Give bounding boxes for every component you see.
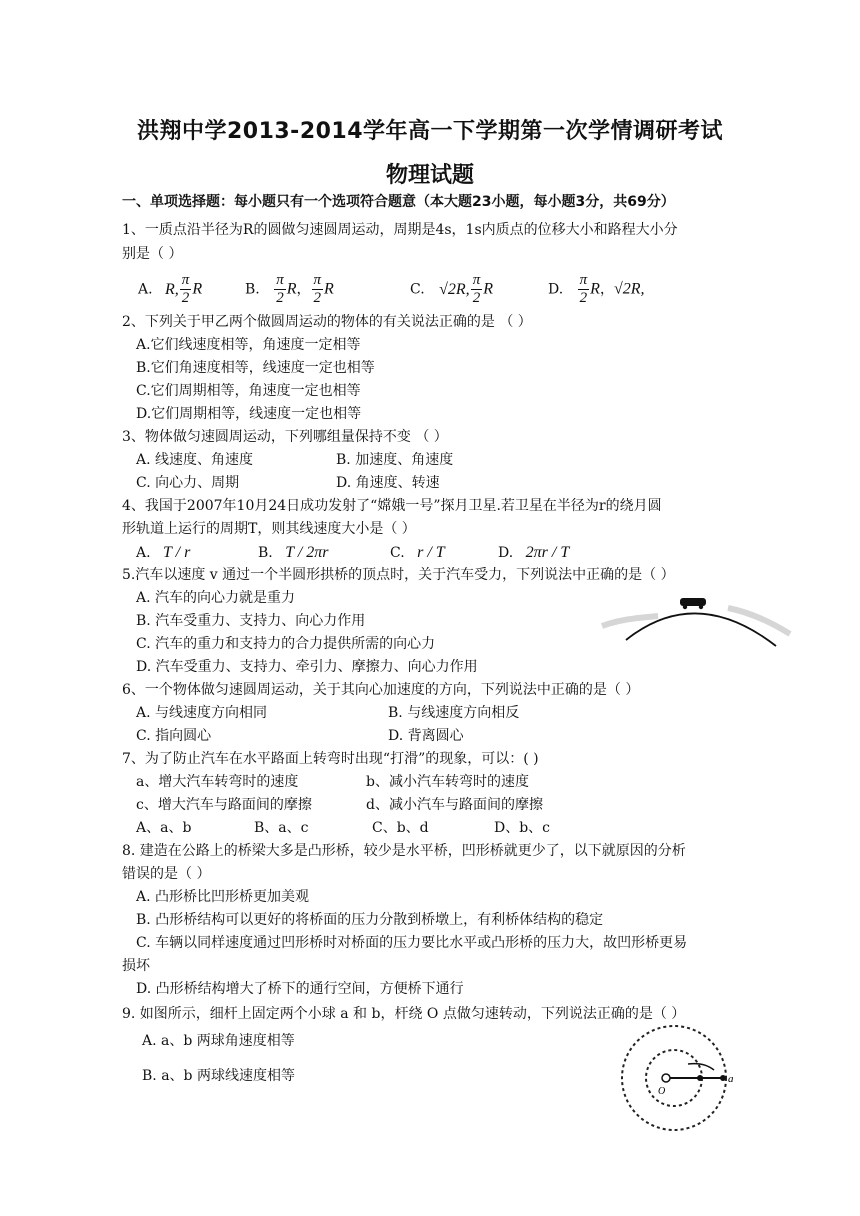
q5-stem: 5.汽车以速度 v 通过一个半圆形拱桥的顶点时，关于汽车受力，下列说法中正确的是（ ）: [122, 567, 675, 583]
rotation-arrow-icon: [688, 1064, 714, 1070]
q7-option-d: D、b、c: [494, 820, 551, 836]
math-term: R: [324, 280, 334, 298]
q7-choice-d: d、减小汽车与路面间的摩擦: [366, 797, 543, 813]
q7-option-a: A、a、b: [136, 820, 192, 836]
rotating-rod-figure: [604, 1024, 744, 1138]
arch-bridge-figure: [598, 590, 794, 650]
car-icon: [680, 598, 706, 606]
option-label: D.: [548, 281, 564, 298]
q3-stem: 3、物体做匀速圆周运动，下列哪组量保持不变 （ ）: [122, 429, 448, 445]
q1-option-b: [245, 272, 334, 307]
q5-option-c: C. 汽车的重力和支持力的合力提供所需的向心力: [136, 636, 436, 652]
comma: ，: [599, 281, 614, 298]
denominator: 2: [472, 290, 481, 306]
q8-option-c-line2: 损坏: [122, 958, 150, 974]
q1-stem-line2: 别是（ ）: [122, 246, 183, 262]
q6-option-d: D. 背离圆心: [388, 728, 464, 744]
q4-option-d: [498, 543, 569, 563]
q4-stem-line2: 形轨道上运行的周期T，则其线速度大小是（ ）: [122, 521, 416, 537]
math-term: R: [192, 280, 203, 298]
ball-b-icon: [720, 1075, 726, 1081]
denominator: 2: [579, 290, 588, 306]
pivot-o-icon: [662, 1074, 670, 1082]
q3-option-c: C. 向心力、周期: [136, 475, 240, 491]
q3-option-d: D. 角速度、转速: [336, 475, 440, 491]
math-term: √2R,: [439, 280, 470, 298]
fraction: [471, 272, 483, 307]
q2-stem: 2、下列关于甲乙两个做圆周运动的物体的有关说法正确的是 （ ）: [122, 314, 532, 330]
fraction: [578, 272, 590, 307]
label-a: a: [728, 1073, 734, 1085]
math-term: T / 2πr: [285, 544, 329, 561]
q2-option-c: C.它们周期相等，角速度一定也相等: [136, 383, 361, 399]
q8-stem-line2: 错误的是（ ）: [122, 866, 211, 882]
q1-option-d: [548, 272, 645, 307]
label-o: O: [658, 1086, 666, 1097]
q6-option-a: A. 与线速度方向相同: [136, 705, 268, 721]
option-label: B.: [245, 281, 260, 298]
q2-option-b: B.它们角速度相等，线速度一定也相等: [136, 360, 375, 376]
math-term: R: [483, 280, 493, 298]
q5-option-b: B. 汽车受重力、支持力、向心力作用: [136, 613, 366, 629]
math-term: R: [286, 280, 297, 298]
denominator: 2: [181, 290, 190, 306]
option-label: A.: [138, 281, 153, 298]
q2-option-d: D.它们周期相等，线速度一定也相等: [136, 406, 362, 422]
option-label: D.: [498, 545, 514, 561]
option-label: C.: [410, 281, 425, 298]
numerator: π: [313, 272, 322, 288]
numerator: π: [472, 272, 481, 288]
option-label: C.: [390, 545, 405, 561]
math-term: R: [590, 280, 600, 298]
q7-option-c: C、b、d: [372, 820, 429, 836]
q1-option-c: [410, 272, 493, 307]
numerator: π: [579, 272, 588, 288]
exam-title: 洪翔中学2013-2014学年高一下学期第一次学情调研考试: [136, 119, 724, 144]
q9-option-a: A. a、b 两球角速度相等: [142, 1033, 295, 1049]
q6-stem: 6、一个物体做匀速圆周运动，关于其向心加速度的方向，下列说法中正确的是（ ）: [122, 682, 640, 698]
car-wheel-icon: [699, 605, 703, 609]
q7-choice-c: c、增大汽车与路面间的摩擦: [136, 797, 312, 813]
q8-option-b: B. 凸形桥结构可以更好的将桥面的压力分散到桥墩上，有利桥体结构的稳定: [136, 912, 604, 928]
watermark-smudge: [728, 608, 790, 634]
q1-stem-line1: 1、一质点沿半径为R的圆做匀速圆周运动，周期是4s，1s内质点的位移大小和路程大小分: [122, 222, 678, 238]
q9-stem: 9. 如图所示，细杆上固定两个小球 a 和 b，杆绕 O 点做匀速转动，下列说法正确的是（ ）: [122, 1006, 686, 1022]
q4-option-b: [258, 543, 329, 563]
option-label: A.: [136, 545, 151, 561]
fraction: [312, 272, 324, 307]
q8-option-d: D. 凸形桥结构增大了桥下的通行空间，方便桥下通行: [136, 981, 464, 997]
math-term: r / T: [417, 544, 445, 561]
numerator: π: [276, 272, 284, 288]
q7-option-b: B、a、c: [254, 820, 309, 836]
fraction: [180, 272, 192, 307]
exam-subtitle: 物理试题: [385, 163, 474, 188]
math-term: √2R,: [613, 280, 645, 298]
q8-option-a: A. 凸形桥比凹形桥更加美观: [136, 889, 310, 905]
denominator: 2: [313, 290, 321, 306]
math-term: 2πr / T: [525, 544, 570, 561]
q9-option-b: B. a、b 两球线速度相等: [142, 1068, 295, 1084]
q5-option-a: A. 汽车的向心力就是重力: [136, 590, 296, 606]
q3-option-b: B. 加速度、角速度: [336, 452, 454, 468]
q2-option-a: A.它们线速度相等，角速度一定相等: [136, 337, 361, 353]
q8-option-c-line1: C. 车辆以同样速度通过凹形桥时对桥面的压力要比水平或凸形桥的压力大，故凹形桥更易: [136, 935, 688, 951]
q4-option-c: [390, 543, 445, 563]
q7-choice-a: a、增大汽车转弯时的速度: [136, 774, 299, 790]
fraction: [274, 272, 286, 307]
q7-stem: 7、为了防止汽车在水平路面上转弯时出现“打滑”的现象，可以：( ): [122, 751, 539, 767]
ball-a-icon: [697, 1075, 703, 1081]
denominator: 2: [276, 290, 284, 306]
option-label: B.: [258, 545, 273, 561]
q4-stem-line1: 4、我国于2007年10月24日成功发射了“嫦娥一号”探月卫星.若卫星在半径为r的绕月圆: [122, 498, 662, 514]
car-wheel-icon: [683, 605, 687, 609]
math-term: T / r: [163, 544, 191, 561]
q1-option-a: [138, 272, 202, 307]
q4-option-a: [136, 543, 190, 563]
math-term: R,: [165, 280, 179, 298]
q6-option-b: B. 与线速度方向相反: [388, 705, 520, 721]
section-heading: 一、单项选择题：每小题只有一个选项符合题意（本大题23小题，每小题3分，共69分）: [122, 194, 675, 210]
q8-stem-line1: 8. 建造在公路上的桥梁大多是凸形桥，较少是水平桥，凹形桥就更少了，以下就原因的分析: [122, 843, 686, 859]
q7-choice-b: b、减小汽车转弯时的速度: [366, 774, 529, 790]
q6-option-c: C. 指向圆心: [136, 728, 212, 744]
comma: ，: [296, 281, 311, 298]
numerator: π: [181, 272, 190, 288]
q3-option-a: A. 线速度、角速度: [136, 452, 254, 468]
q5-option-d: D. 汽车受重力、支持力、牵引力、摩擦力、向心力作用: [136, 659, 478, 675]
